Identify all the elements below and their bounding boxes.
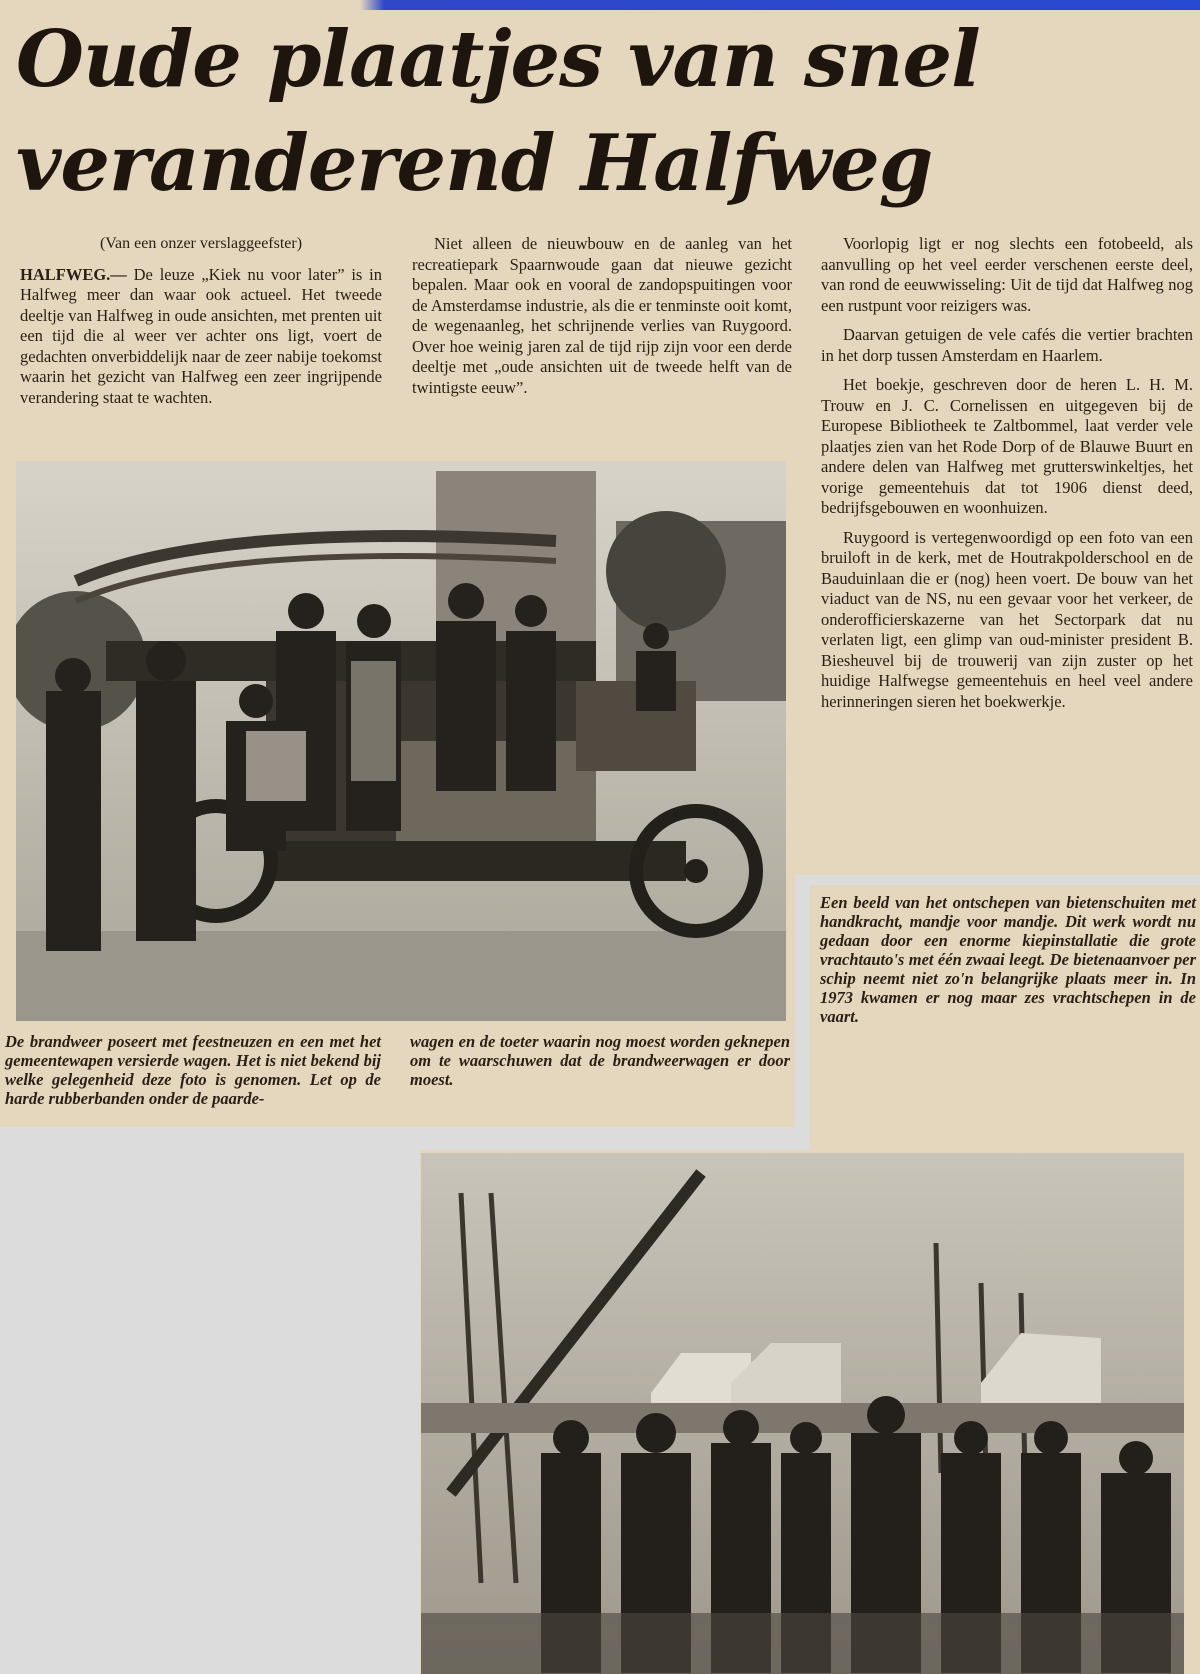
boat-photo bbox=[421, 1153, 1184, 1674]
firetruck-illustration bbox=[16, 461, 786, 1021]
lead-paragraph bbox=[20, 265, 382, 409]
lead-text: De leuze „Kiek nu voor later” is in Halfweg meer dan waar ook actueel. Het tweede deeltje van Halfweg in oude ansichten, met prenten uit een tijd die al weer ver achter ons ligt, voert de gedachten onverbiddelijk naar de zeer nabije toekomst waarin het gezicht van Halfweg een zeer ingrijpende verandering staat te wachten. bbox=[20, 264, 383, 407]
headline: Oude plaatjes van snel veranderend Halfweg bbox=[16, 14, 980, 209]
boat-caption: Een beeld van het ontschepen van bietenschuiten met handkracht, mandje voor mandje. Dit werk wordt nu gedaan door een enorme kiepinstallatie die grote vrachtauto's met één zwaai leegt. De bietenaanvoer per schip neemt niet zo'n belangrijke plaats meer in. In 1973 kwamen er nog maar zes vrachtschepen in de vaart. bbox=[820, 893, 1196, 1026]
column3-paragraph-4: Ruygoord is vertegenwoordigd op een foto van een bruiloft in de kerk, met de Houtrakpolderschool en de Bauduinlaan die er (nog) heen voert. De bouw van het viaduct van de NS, nu een gevaar voor het verkeer, de onderofficierskazerne van het Sectorpark dat nu verlaten ligt, een glimp van oud-minister president B. Biesheuvel bij de trouwerij van zijn zuster op het huidige Halfwegse gemeentehuis en heel veel andere herinneringen sieren het boekwerkje. bbox=[821, 527, 1193, 711]
boat-illustration bbox=[421, 1153, 1184, 1674]
firetruck-caption-part2: wagen en de toeter waarin nog moest worden geknepen om te waarschuwen dat de brandweerwagen er door moest. bbox=[410, 1032, 790, 1089]
byline: (Van een onzer verslaggeefster) bbox=[99, 235, 303, 252]
article-column-1 bbox=[20, 234, 382, 417]
article-column-2 bbox=[412, 234, 792, 407]
firetruck-caption-part1: De brandweer poseert met feestneuzen en een met het gemeentewapen versierde wagen. Het is niet bekend bij welke gelegenheid deze foto is genomen. Let op de harde rubberbanden onder de paarde- bbox=[5, 1032, 381, 1108]
dateline: HALFWEG.— bbox=[20, 264, 127, 284]
column2-paragraph: Niet alleen de nieuwbouw en de aanleg van het recreatiepark Spaarnwoude gaan dat nieuwe gezicht bepalen. Maar ook en vooral de zandopspuitingen voor de Amsterdamse industrie, als die er tenminste ooit komt, de wegenaanleg, het schrijnende verlies van Ruygoord. Over hoe weinig jaren zal de tijd rijp zijn voor een derde deeltje met „oude ansichten uit de tweede helft van de twintigste eeuw”. bbox=[412, 234, 792, 397]
firetruck-photo bbox=[16, 461, 786, 1021]
column3-paragraph-3: Het boekje, geschreven door de heren L. H. M. Trouw en J. C. Cornelissen en uitgegeven bij de Europese Bibliotheek te Zaltbommel, laat verder vele plaatjes zien van het Rode Dorp of de Blauwe Buurt en andere delen van Halfweg met grutterswinkeltjes, het vorige gemeentehuis dat tot 1906 dienst deed, bedrijfsgebouwen en woonhuizen. bbox=[821, 375, 1193, 517]
article-column-3 bbox=[821, 234, 1193, 721]
column3-paragraph-1: Voorlopig ligt er nog slechts een fotobeeld, als aanvulling op het veel eerder verschenen eerste deel, van rond de eeuwwisseling: Uit de tijd dat Halfweg nog een rustpunt voor reizigers was. bbox=[821, 234, 1193, 315]
column3-paragraph-2: Daarvan getuigen de vele cafés die vertier brachten in het dorp tussen Amsterdam en Haarlem. bbox=[821, 325, 1193, 365]
